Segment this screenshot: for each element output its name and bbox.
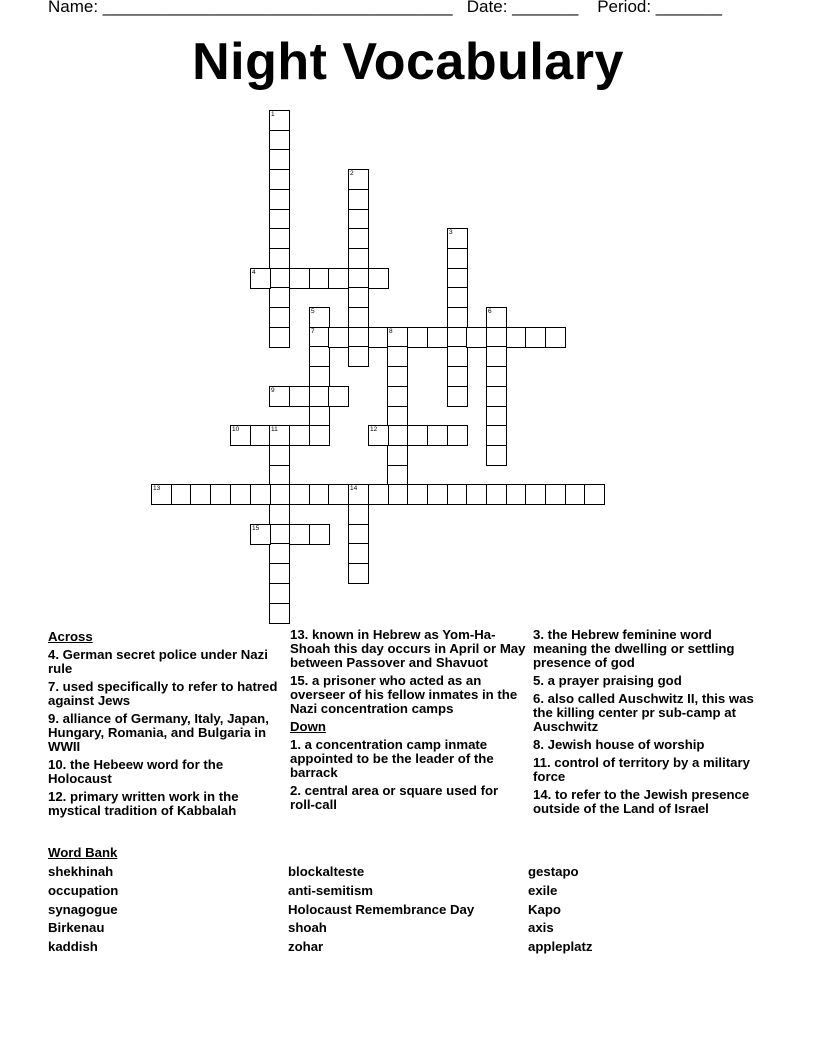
crossword-cell[interactable]: [289, 524, 310, 545]
crossword-cell[interactable]: [269, 445, 290, 466]
crossword-cell[interactable]: [328, 327, 349, 348]
crossword-cell[interactable]: [328, 386, 349, 407]
down-heading: Down: [290, 719, 326, 734]
crossword-cell[interactable]: [387, 465, 408, 486]
crossword-cell[interactable]: [151, 484, 172, 505]
clue-number-label: 1: [271, 111, 275, 118]
crossword-cell[interactable]: [486, 327, 507, 348]
crossword-cell[interactable]: [348, 563, 369, 584]
crossword-cell[interactable]: [289, 268, 310, 289]
crossword-cell[interactable]: [171, 484, 192, 505]
clue-across-15: 15. a prisoner who acted as an overseer of his fellow inmates in the Nazi concentration camps: [290, 673, 518, 716]
crossword-cell[interactable]: [230, 484, 251, 505]
crossword-cell[interactable]: [368, 484, 389, 505]
clues-column-2: [290, 628, 526, 816]
crossword-cell[interactable]: [407, 484, 428, 505]
crossword-cell[interactable]: [407, 327, 428, 348]
clue-number-label: 10: [232, 426, 240, 433]
word-bank-item: kaddish: [48, 939, 98, 954]
crossword-cell[interactable]: [269, 268, 290, 289]
crossword-cell[interactable]: [309, 406, 330, 427]
crossword-cell[interactable]: [387, 425, 408, 446]
crossword-cell[interactable]: [565, 484, 586, 505]
crossword-cell[interactable]: [309, 366, 330, 387]
word-bank-item: shoah: [288, 920, 327, 935]
clue-number-label: 14: [350, 485, 358, 492]
crossword-cell[interactable]: [447, 366, 468, 387]
across-heading: Across: [48, 629, 93, 644]
crossword-cell[interactable]: [269, 287, 290, 308]
crossword-cell[interactable]: [447, 248, 468, 269]
crossword-cell[interactable]: [447, 228, 468, 249]
clue-number-label: 11: [271, 426, 278, 433]
clues-column-3: [533, 628, 769, 820]
crossword-cell[interactable]: [427, 327, 448, 348]
word-bank-item: axis: [528, 920, 554, 935]
clue-number-label: 5: [311, 308, 315, 315]
crossword-cell[interactable]: [269, 130, 290, 151]
crossword-cell[interactable]: [250, 268, 271, 289]
clue-across-12: 12. primary written work in the mystical tradition of Kabbalah: [48, 789, 239, 818]
clue-across-13: 13. known in Hebrew as Yom-Ha-Shoah this day occurs in April or May between Passover and Shavuot: [290, 627, 526, 670]
crossword-cell[interactable]: [348, 268, 369, 289]
clue-down-6: 6. also called Auschwitz II, this was the killing center pr sub-camp at Auschwitz: [533, 691, 754, 734]
crossword-cell[interactable]: [348, 228, 369, 249]
crossword-cell[interactable]: [447, 484, 468, 505]
crossword-cell[interactable]: [387, 445, 408, 466]
word-bank-item: occupation: [48, 883, 119, 898]
crossword-cell[interactable]: [368, 425, 389, 446]
crossword-cell[interactable]: [407, 425, 428, 446]
page-title: Night Vocabulary: [192, 33, 624, 91]
crossword-cell[interactable]: [348, 287, 369, 308]
crossword-cell[interactable]: [447, 268, 468, 289]
crossword-cell[interactable]: [269, 248, 290, 269]
crossword-cell[interactable]: [309, 268, 330, 289]
crossword-cell[interactable]: [348, 307, 369, 328]
crossword-cell[interactable]: [348, 346, 369, 367]
crossword-cell[interactable]: [486, 386, 507, 407]
crossword-cell[interactable]: [269, 504, 290, 525]
crossword-cell[interactable]: [466, 484, 487, 505]
word-bank-item: Kapo: [528, 902, 561, 917]
crossword-cell[interactable]: [348, 504, 369, 525]
crossword-cell[interactable]: [387, 366, 408, 387]
crossword-cell[interactable]: [269, 425, 290, 446]
clue-number-label: 4: [252, 269, 256, 276]
student-info-line: Name: _____________________________________ Date: _______ Period: _______: [48, 0, 722, 16]
clues-column-1: [48, 628, 284, 822]
clue-across-9: 9. alliance of Germany, Italy, Japan, Hungary, Romania, and Bulgaria in WWII: [48, 711, 269, 754]
clue-down-5: 5. a prayer praising god: [533, 673, 682, 688]
word-bank-item: exile: [528, 883, 558, 898]
word-bank-item: shekhinah: [48, 864, 114, 879]
crossword-cell[interactable]: [447, 425, 468, 446]
clue-number-label: 8: [389, 328, 393, 335]
word-bank-item: anti-semitism: [288, 883, 374, 898]
crossword-cell[interactable]: [269, 209, 290, 230]
crossword-cell[interactable]: [486, 425, 507, 446]
word-bank-item: synagogue: [48, 902, 118, 917]
word-bank-item: blockalteste: [288, 864, 365, 879]
clue-down-14: 14. to refer to the Jewish presence outside of the Land of Israel: [533, 787, 750, 816]
crossword-cell[interactable]: [545, 484, 566, 505]
crossword-cell[interactable]: [447, 327, 468, 348]
crossword-cell[interactable]: [486, 445, 507, 466]
crossword-cell[interactable]: [250, 484, 271, 505]
crossword-cell[interactable]: [289, 425, 310, 446]
crossword-cell[interactable]: [486, 484, 507, 505]
crossword-cell[interactable]: [348, 169, 369, 190]
crossword-cell[interactable]: [427, 425, 448, 446]
crossword-cell[interactable]: [348, 484, 369, 505]
crossword-cell[interactable]: [309, 307, 330, 328]
crossword-cell[interactable]: [368, 268, 389, 289]
clue-number-label: 12: [370, 426, 378, 433]
clue-number-label: 3: [449, 229, 453, 236]
crossword-cell[interactable]: [309, 425, 330, 446]
word-bank-item: Birkenau: [48, 920, 105, 935]
crossword-cell[interactable]: [387, 386, 408, 407]
clue-number-label: 7: [311, 328, 315, 335]
crossword-cell[interactable]: [269, 228, 290, 249]
clue-down-8: 8. Jewish house of worship: [533, 737, 705, 752]
word-bank-item: zohar: [288, 939, 324, 954]
clue-number-label: 13: [153, 485, 161, 492]
crossword-cell[interactable]: [269, 524, 290, 545]
crossword-cell[interactable]: [486, 307, 507, 328]
crossword-cell[interactable]: [269, 327, 290, 348]
crossword-cell[interactable]: [269, 583, 290, 604]
crossword-cell[interactable]: [269, 484, 290, 505]
clue-number-label: 2: [350, 170, 354, 177]
crossword-cell[interactable]: [309, 524, 330, 545]
crossword-cell[interactable]: [584, 484, 605, 505]
crossword-cell[interactable]: [447, 386, 468, 407]
crossword-cell[interactable]: [190, 484, 211, 505]
crossword-cell[interactable]: [447, 346, 468, 367]
crossword-cell[interactable]: [348, 189, 369, 210]
crossword-cell[interactable]: [447, 307, 468, 328]
crossword-cell[interactable]: [269, 603, 290, 624]
crossword-cell[interactable]: [309, 327, 330, 348]
crossword-cell[interactable]: [368, 327, 389, 348]
crossword-cell[interactable]: [269, 465, 290, 486]
clue-across-4: 4. German secret police under Nazi rule: [48, 647, 268, 676]
crossword-cell[interactable]: [466, 327, 487, 348]
crossword-cell[interactable]: [250, 425, 271, 446]
crossword-cell[interactable]: [210, 484, 231, 505]
clue-number-label: 6: [488, 308, 492, 315]
word-bank-item: Holocaust Remembrance Day: [288, 902, 475, 917]
crossword-cell[interactable]: [269, 189, 290, 210]
crossword-cell[interactable]: [269, 169, 290, 190]
crossword-cell[interactable]: [348, 327, 369, 348]
crossword-cell[interactable]: [506, 327, 527, 348]
crossword-cell[interactable]: [427, 484, 448, 505]
crossword-cell[interactable]: [387, 346, 408, 367]
crossword-cell[interactable]: [348, 209, 369, 230]
crossword-cell[interactable]: [387, 406, 408, 427]
crossword-cell[interactable]: [328, 268, 349, 289]
crossword-cell[interactable]: [486, 366, 507, 387]
clue-down-2: 2. central area or square used for roll-call: [290, 783, 499, 812]
crossword-cell[interactable]: [269, 149, 290, 170]
crossword-cell[interactable]: [486, 406, 507, 427]
clue-number-label: 15: [252, 525, 260, 532]
crossword-cell[interactable]: [309, 346, 330, 367]
clue-across-10: 10. the Hebeew word for the Holocaust: [48, 757, 224, 786]
crossword-cell[interactable]: [447, 287, 468, 308]
crossword-cell[interactable]: [506, 484, 527, 505]
crossword-cell[interactable]: [269, 563, 290, 584]
crossword-cell[interactable]: [269, 307, 290, 328]
crossword-cell[interactable]: [348, 543, 369, 564]
word-bank-item: appleplatz: [528, 939, 593, 954]
crossword-cell[interactable]: [289, 484, 310, 505]
crossword-cell[interactable]: [269, 110, 290, 131]
crossword-cell[interactable]: [250, 524, 271, 545]
crossword-cell[interactable]: [348, 524, 369, 545]
clue-down-11: 11. control of territory by a military force: [533, 755, 750, 784]
crossword-cell[interactable]: [328, 484, 349, 505]
crossword-cell[interactable]: [387, 327, 408, 348]
crossword-cell[interactable]: [525, 484, 546, 505]
clue-down-3: 3. the Hebrew feminine word meaning the dwelling or settling presence of god: [533, 627, 735, 670]
crossword-cell[interactable]: [525, 327, 546, 348]
crossword-cell[interactable]: [486, 346, 507, 367]
crossword-cell[interactable]: [269, 386, 290, 407]
word-bank-heading: Word Bank: [48, 845, 118, 860]
clue-across-7: 7. used specifically to refer to hatred against Jews: [48, 679, 278, 708]
crossword-cell[interactable]: [309, 484, 330, 505]
crossword-cell[interactable]: [309, 386, 330, 407]
word-bank-item: gestapo: [528, 864, 579, 879]
crossword-cell[interactable]: [289, 386, 310, 407]
clue-number-label: 9: [271, 387, 275, 394]
clue-down-1: 1. a concentration camp inmate appointed to be the leader of the barrack: [290, 737, 494, 780]
crossword-cell[interactable]: [387, 484, 408, 505]
crossword-cell[interactable]: [545, 327, 566, 348]
crossword-cell[interactable]: [230, 425, 251, 446]
crossword-cell[interactable]: [348, 248, 369, 269]
crossword-cell[interactable]: [269, 543, 290, 564]
